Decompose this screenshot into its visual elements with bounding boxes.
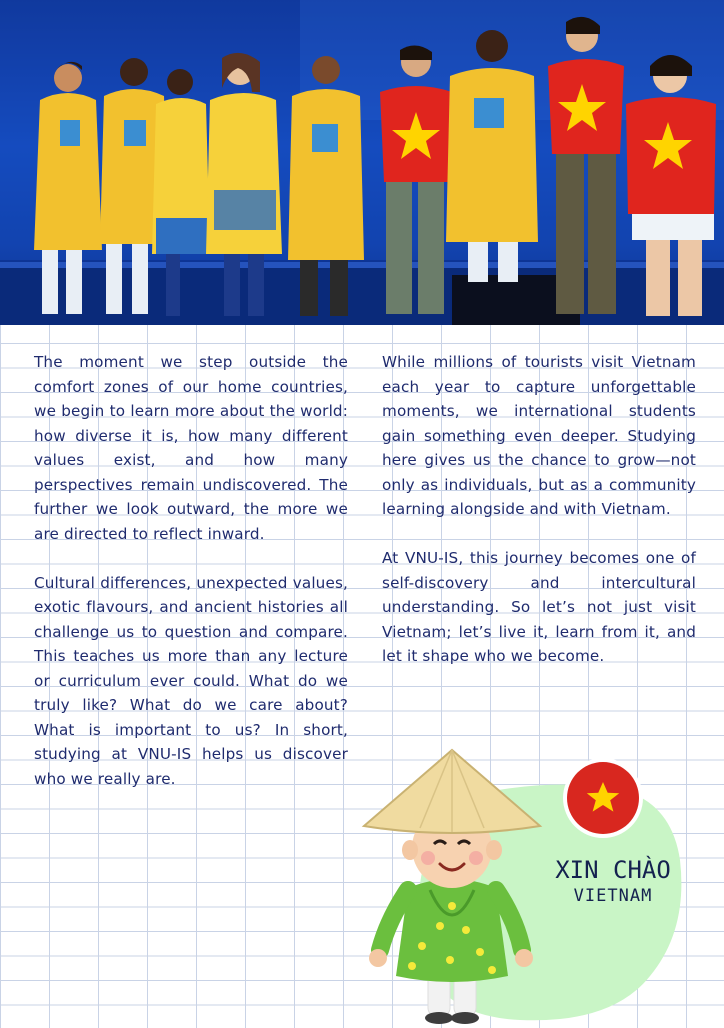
text-column-right — [382, 350, 696, 693]
paragraph: At VNU-IS, this journey becomes one of self-discovery and intercultural understanding. So let’s not just visit Vietnam; let’s live it, learn from it, and let it shape who we become. — [382, 549, 696, 665]
text-column-left — [34, 350, 348, 816]
header-photo — [0, 0, 724, 325]
paragraph: Cultural differences, unexpected values, exotic flavours, and ancient histories all challenge us to question and compare. This teaches us more than any lecture or curriculum ever could. What do we truly like? What do we care about? What is important to us? In short, studying at VNU-IS helps us discover who we really are. — [34, 573, 348, 788]
paragraph: The moment we step outside the comfort zones of our home countries, we begin to learn more about the world: how diverse it is, how many different values exist, and how many perspectives remain undiscovered. The further we look outward, the more we are directed to reflect inward. — [34, 353, 348, 543]
paragraph: While millions of tourists visit Vietnam each year to capture unforgettable moments, we international students gain something even deeper. Studying here gives us the chance to grow—not only as individuals, but as a community learning alongside and with Vietnam. — [382, 353, 696, 518]
vietnam-flag-icon — [563, 758, 643, 838]
stage-performers-illustration — [0, 0, 724, 325]
greeting-text — [548, 854, 678, 906]
greeting-line-2: VIETNAM — [573, 886, 653, 906]
greeting-line-1: XIN CHÀO — [555, 856, 671, 884]
